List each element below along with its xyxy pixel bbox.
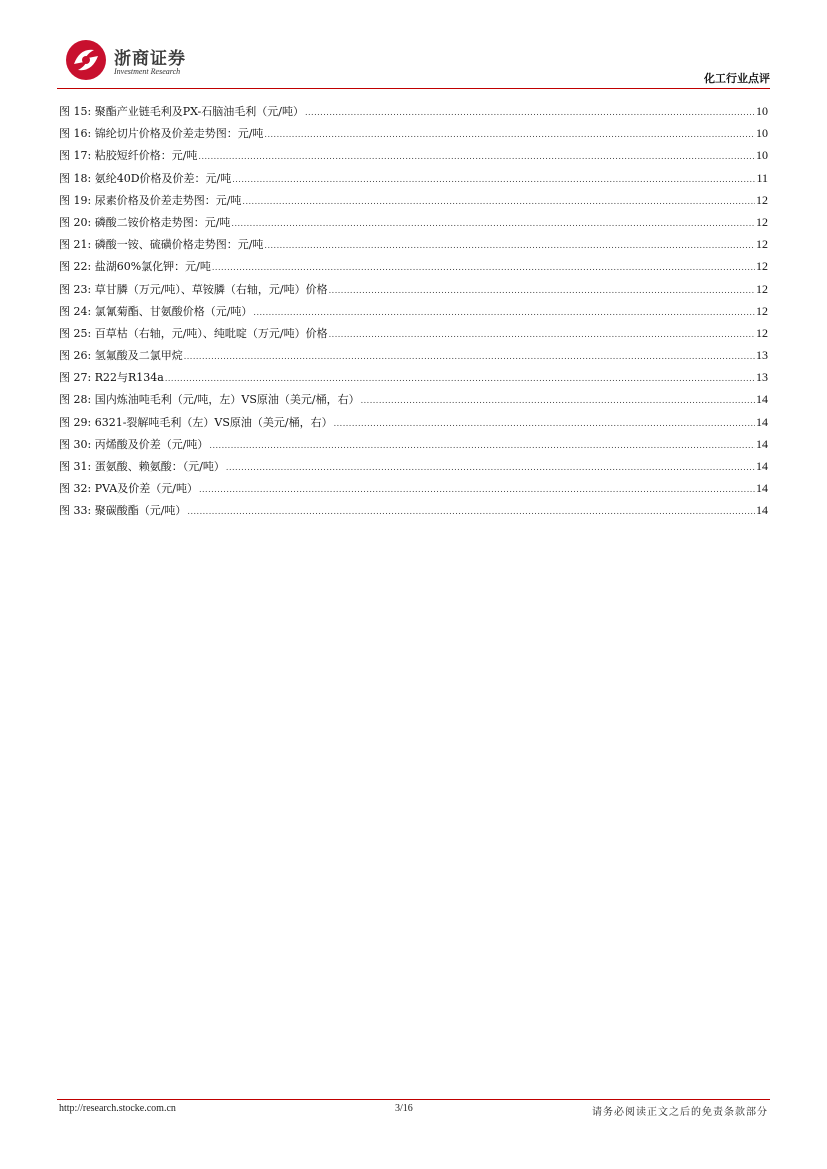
toc-entry[interactable]: [59, 392, 768, 414]
footer-divider: [57, 1099, 770, 1100]
toc-entry[interactable]: [59, 459, 768, 481]
toc-entry-page: 13: [756, 370, 768, 385]
toc-entry[interactable]: [59, 215, 768, 237]
toc-entry[interactable]: [59, 259, 768, 281]
toc-entry-label: 图 15: 聚酯产业链毛利及PX-石脑油毛利（元/吨）: [59, 105, 304, 118]
toc-leader-dots: [199, 483, 755, 497]
toc-entry-label: 图 31: 蛋氨酸、赖氨酸：（元/吨）: [59, 460, 225, 473]
toc-entry-label: 图 27: R22与R134a: [59, 371, 164, 385]
toc-leader-dots: [334, 417, 755, 431]
toc-entry-page: 11: [756, 170, 768, 185]
toc-entry-label: 图 19: 尿素价格及价差走势图：元/吨: [59, 193, 242, 207]
page-number: 3/16: [395, 1103, 413, 1114]
toc-entry-label: 图 20: 磷酸二铵价格走势图：元/吨: [59, 215, 231, 229]
figure-list: [59, 104, 768, 526]
toc-entry-label: 图 22: 盐湖60%氯化钾：元/吨: [59, 260, 211, 274]
toc-entry-label: 图 30: 丙烯酸及价差（元/吨）: [59, 437, 209, 451]
toc-entry[interactable]: [59, 415, 768, 437]
toc-entry[interactable]: [59, 148, 768, 170]
toc-entry-label: 图 29: 6321-裂解吨毛利（左）VS原油（美元/桶，右）: [59, 415, 333, 429]
disclaimer-note: 请务必阅读正文之后的免责条款部分: [592, 1107, 768, 1118]
toc-entry[interactable]: [59, 503, 768, 525]
toc-entry-label: 图 24: 氯氰菊酯、甘氨酸价格（元/吨）: [59, 304, 253, 318]
toc-entry[interactable]: [59, 348, 768, 370]
toc-entry[interactable]: [59, 370, 768, 392]
toc-leader-dots: [264, 239, 755, 253]
header-divider: [57, 88, 770, 89]
toc-entry-page: 14: [756, 436, 768, 451]
toc-entry-label: 图 32: PVA及价差（元/吨）: [59, 482, 198, 496]
toc-entry-label: 图 26: 氢氟酸及二氯甲烷: [59, 349, 183, 363]
toc-entry-page: 12: [756, 303, 768, 318]
toc-entry[interactable]: [59, 193, 768, 215]
toc-entry-label: 图 25: 百草枯（右轴，元/吨）、纯吡啶（万元/吨）价格: [59, 326, 328, 340]
toc-entry-page: 14: [756, 392, 768, 407]
logo-mark-icon: [64, 38, 108, 82]
toc-leader-dots: [165, 372, 755, 386]
toc-entry-page: 14: [756, 481, 768, 496]
toc-entry-page: 12: [756, 281, 768, 296]
toc-entry[interactable]: [59, 481, 768, 503]
toc-leader-dots: [198, 150, 755, 164]
toc-leader-dots: [264, 128, 755, 142]
toc-entry-page: 12: [756, 325, 768, 340]
toc-entry-label: 图 18: 氨纶40D价格及价差：元/吨: [59, 171, 232, 185]
toc-entry-page: 10: [756, 148, 768, 163]
toc-entry-page: 10: [756, 104, 768, 118]
toc-entry-label: 图 28: 国内炼油吨毛利（元/吨，左）VS原油（美元/桶，右）: [59, 393, 360, 407]
toc-entry-page: 13: [756, 348, 768, 363]
toc-entry-label: 图 21: 磷酸一铵、硫磺价格走势图：元/吨: [59, 238, 264, 252]
toc-entry[interactable]: [59, 126, 768, 148]
toc-entry-page: 10: [756, 126, 768, 141]
toc-entry-page: 12: [756, 192, 768, 207]
toc-leader-dots: [187, 505, 755, 519]
company-logo: [64, 38, 204, 82]
toc-leader-dots: [231, 217, 755, 231]
toc-entry-page: 12: [756, 259, 768, 274]
toc-entry-label: 图 17: 粘胶短纤价格：元/吨: [59, 149, 198, 163]
toc-leader-dots: [209, 439, 755, 453]
logo-text-cn: 浙商证券: [114, 49, 186, 69]
toc-entry-page: 12: [756, 237, 768, 252]
logo-text-en: Investment Research: [114, 67, 181, 76]
toc-entry-page: 14: [756, 459, 768, 473]
toc-leader-dots: [253, 306, 755, 320]
toc-entry[interactable]: [59, 104, 768, 126]
toc-entry[interactable]: [59, 304, 768, 326]
toc-leader-dots: [329, 284, 755, 298]
toc-leader-dots: [184, 350, 755, 364]
toc-leader-dots: [232, 173, 755, 187]
toc-entry-page: 12: [756, 214, 768, 229]
toc-leader-dots: [329, 328, 755, 342]
section-title: 化工行业点评: [704, 72, 770, 85]
toc-entry[interactable]: [59, 171, 768, 193]
footer-url[interactable]: http://research.stocke.com.cn: [59, 1103, 176, 1114]
toc-entry[interactable]: [59, 237, 768, 259]
toc-leader-dots: [242, 195, 755, 209]
toc-leader-dots: [226, 461, 755, 475]
toc-entry[interactable]: [59, 282, 768, 304]
toc-leader-dots: [361, 394, 755, 408]
toc-leader-dots: [212, 261, 755, 275]
toc-entry-label: 图 33: 聚碳酸酯（元/吨）: [59, 504, 187, 518]
toc-entry[interactable]: [59, 437, 768, 459]
toc-entry-page: 14: [756, 503, 768, 518]
toc-entry-label: 图 23: 草甘膦（万元/吨）、草铵膦（右轴，元/吨）价格: [59, 282, 328, 296]
toc-entry-page: 14: [756, 414, 768, 429]
toc-leader-dots: [305, 106, 755, 120]
toc-entry[interactable]: [59, 326, 768, 348]
toc-entry-label: 图 16: 锦纶切片价格及价差走势图：元/吨: [59, 127, 264, 141]
